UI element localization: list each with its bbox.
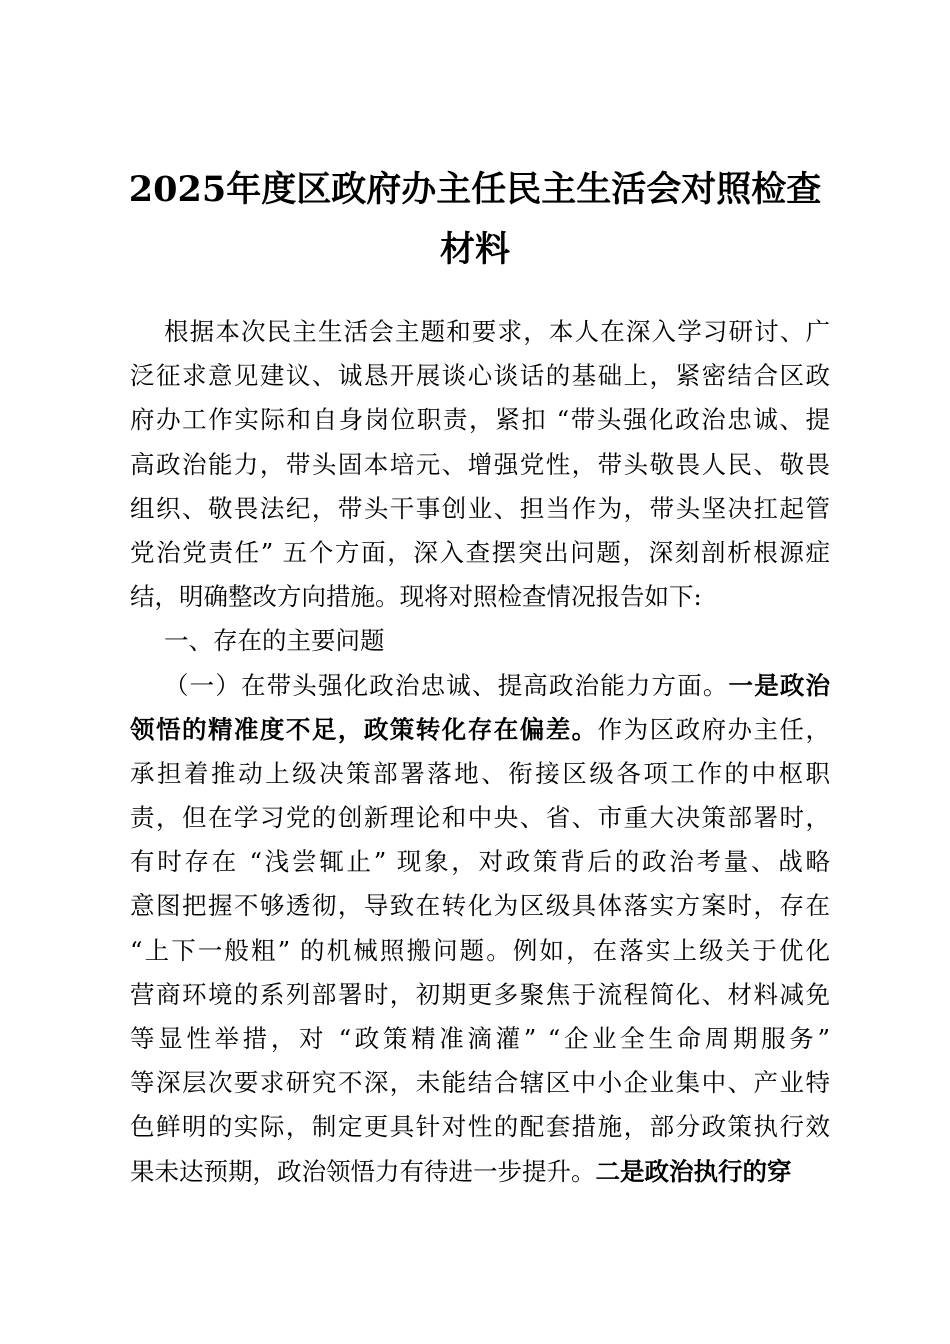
text-run: 泛征求意见建议、诚恳开展谈心谈话的基础上，紧密结合区政: [130, 361, 830, 391]
text-run: 责，但在学习党的创新理论和中央、省、市重大决策部署时，: [130, 803, 830, 833]
section-heading: [130, 619, 830, 663]
title-line-1: 2025年度区政府办主任民主生活会对照检查: [128, 169, 822, 210]
text-run: 组织、敬畏法纪，带头干事创业、担当作为，带头坚决扛起管: [130, 493, 830, 523]
text-line: [130, 310, 830, 354]
text-line: [130, 398, 830, 442]
text-line: [130, 796, 830, 840]
bold-text: 领悟的精准度不足，政策转化存在偏差。: [130, 714, 598, 744]
text-run: 结，明确整改方向措施。现将对照检查情况报告如下:: [130, 582, 702, 612]
text-run: （一）在带头强化政治忠诚、提高政治能力方面。: [164, 670, 729, 700]
text-run: 府办工作实际和自身岗位职责，紧扣 “带头强化政治忠诚、提: [130, 405, 830, 435]
text-line: [130, 443, 830, 487]
text-line: [130, 1061, 830, 1105]
text-line: [130, 840, 830, 884]
text-run: 等深层次要求研究不深，未能结合辖区中小企业集中、产业特: [130, 1068, 830, 1098]
text-run: 果未达预期，政治领悟力有待进一步提升。: [130, 1156, 596, 1186]
text-run: 作为区政府办主任，: [597, 714, 831, 744]
text-run: 根据本次民主生活会主题和要求，本人在深入学习研讨、广: [164, 317, 830, 346]
text-run: 党治党责任” 五个方面，深入查摆突出问题，深刻剖析根源症: [130, 537, 830, 567]
text-line: [130, 354, 830, 398]
document-title: [0, 160, 950, 280]
text-line: [130, 575, 830, 619]
text-line: [130, 1105, 830, 1149]
document-body: [130, 310, 830, 1194]
text-run: 一、存在的主要问题: [164, 626, 385, 656]
text-line: [130, 1150, 830, 1194]
text-run: 色鲜明的实际，制定更具针对性的配套措施，部分政策执行效: [130, 1112, 830, 1142]
text-run: 有时存在 “浅尝辄止” 现象，对政策背后的政治考量、战略: [130, 847, 830, 877]
text-run: “上下一般粗” 的机械照搬问题。例如，在落实上级关于优化: [130, 935, 830, 965]
text-line: [130, 929, 830, 973]
text-line: [130, 487, 830, 531]
text-line: [130, 531, 830, 575]
text-line: [130, 1017, 830, 1061]
text-line: [130, 884, 830, 928]
text-line: [130, 752, 830, 796]
text-run: 承担着推动上级决策部署落地、衔接区级各项工作的中枢职: [130, 758, 830, 788]
text-run: 意图把握不够透彻，导致在转化为区级具体落实方案时，存在: [130, 891, 830, 921]
text-run: 营商环境的系列部署时，初期更多聚焦于流程简化、材料减免: [130, 979, 830, 1009]
paragraph: [130, 310, 830, 619]
text-line: [130, 973, 830, 1017]
title-line-2: 材料: [439, 229, 510, 270]
text-run: 高政治能力，带头固本培元、增强党性，带头敬畏人民、敬畏: [130, 449, 830, 479]
text-line: [130, 708, 830, 752]
text-line: [130, 619, 830, 663]
text-line: [130, 664, 830, 708]
bold-text: 一是政治: [728, 670, 831, 700]
paragraph: [130, 664, 830, 1194]
bold-text: 二是政治执行的穿: [595, 1156, 792, 1186]
text-run: 等显性举措，对 “政策精准滴灌” “企业全生命周期服务”: [130, 1024, 830, 1053]
